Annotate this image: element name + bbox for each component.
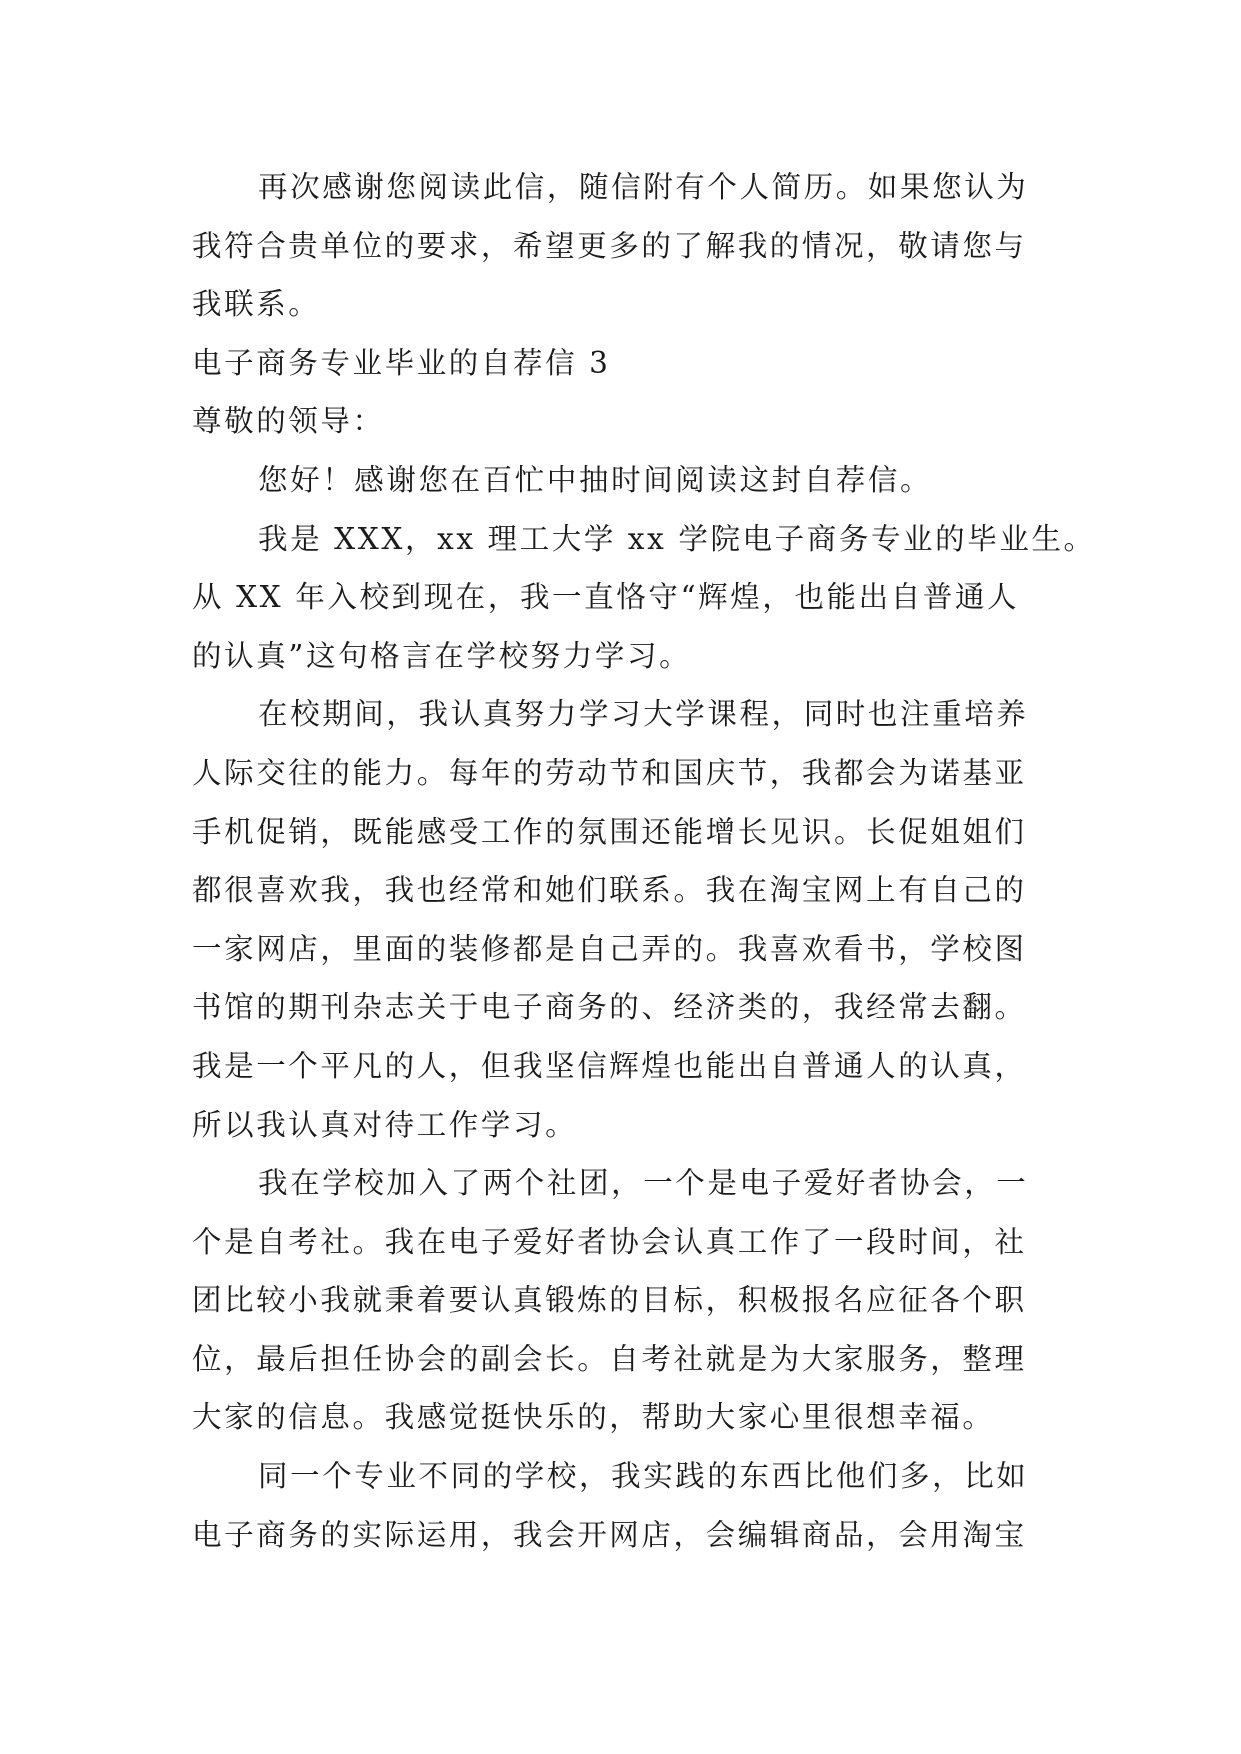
paragraph-line: 大家的信息。我感觉挺快乐的，帮助大家心里很想幸福。	[192, 1400, 995, 1435]
letter-body	[192, 158, 1096, 1564]
paragraph-line: 手机促销，既能感受工作的氛围还能增长见识。长促姐姐们	[192, 814, 1027, 849]
paragraph-line: 一家网店，里面的装修都是自己弄的。我喜欢看书，学校图	[192, 931, 1027, 966]
paragraph-line: 书馆的期刊杂志关于电子商务的、经济类的，我经常去翻。	[192, 990, 1027, 1025]
paragraph-line: 团比较小我就秉着要认真锻炼的目标，积极报名应征各个职	[192, 1283, 1027, 1318]
paragraph-line: 电子商务的实际运用，我会开网店，会编辑商品，会用淘宝	[192, 1517, 1027, 1552]
paragraph-line: 位，最后担任协会的副会长。自考社就是为大家服务，整理	[192, 1341, 1027, 1376]
paragraph-line: 所以我认真对待工作学习。	[192, 1107, 578, 1142]
paragraph-line: 个是自考社。我在电子爱好者协会认真工作了一段时间，社	[192, 1224, 1027, 1259]
paragraph-line: 我是 XXX，xx 理工大学 xx 学院电子商务专业的毕业生。	[258, 521, 1096, 556]
paragraph-line: 的认真”这句格言在学校努力学习。	[192, 638, 692, 673]
paragraph-line: 您好！感谢您在百忙中抽时间阅读这封自荐信。	[258, 462, 933, 497]
paragraph-line: 再次感谢您阅读此信，随信附有个人简历。如果您认为	[258, 170, 1029, 204]
paragraph-line: 人际交往的能力。每年的劳动节和国庆节，我都会为诺基亚	[192, 755, 1027, 790]
paragraph-line: 在校期间，我认真努力学习大学课程，同时也注重培养	[258, 697, 1029, 732]
paragraph-line: 都很喜欢我，我也经常和她们联系。我在淘宝网上有自己的	[192, 873, 1027, 908]
salutation: 尊敬的领导：	[192, 404, 385, 439]
paragraph-line: 我在学校加入了两个社团，一个是电子爱好者协会，一	[258, 1166, 1029, 1201]
paragraph-line: 我符合贵单位的要求，希望更多的了解我的情况，敬请您与	[192, 228, 1027, 263]
section-heading: 电子商务专业毕业的自荐信 3	[192, 345, 611, 380]
paragraph-line: 我联系。	[192, 287, 321, 322]
paragraph-line: 同一个专业不同的学校，我实践的东西比他们多，比如	[258, 1459, 1029, 1494]
paragraph-line: 我是一个平凡的人，但我坚信辉煌也能出自普通人的认真，	[192, 1048, 1027, 1083]
paragraph-line: 从 XX 年入校到现在，我一直恪守“辉煌，也能出自普通人	[192, 580, 1020, 615]
